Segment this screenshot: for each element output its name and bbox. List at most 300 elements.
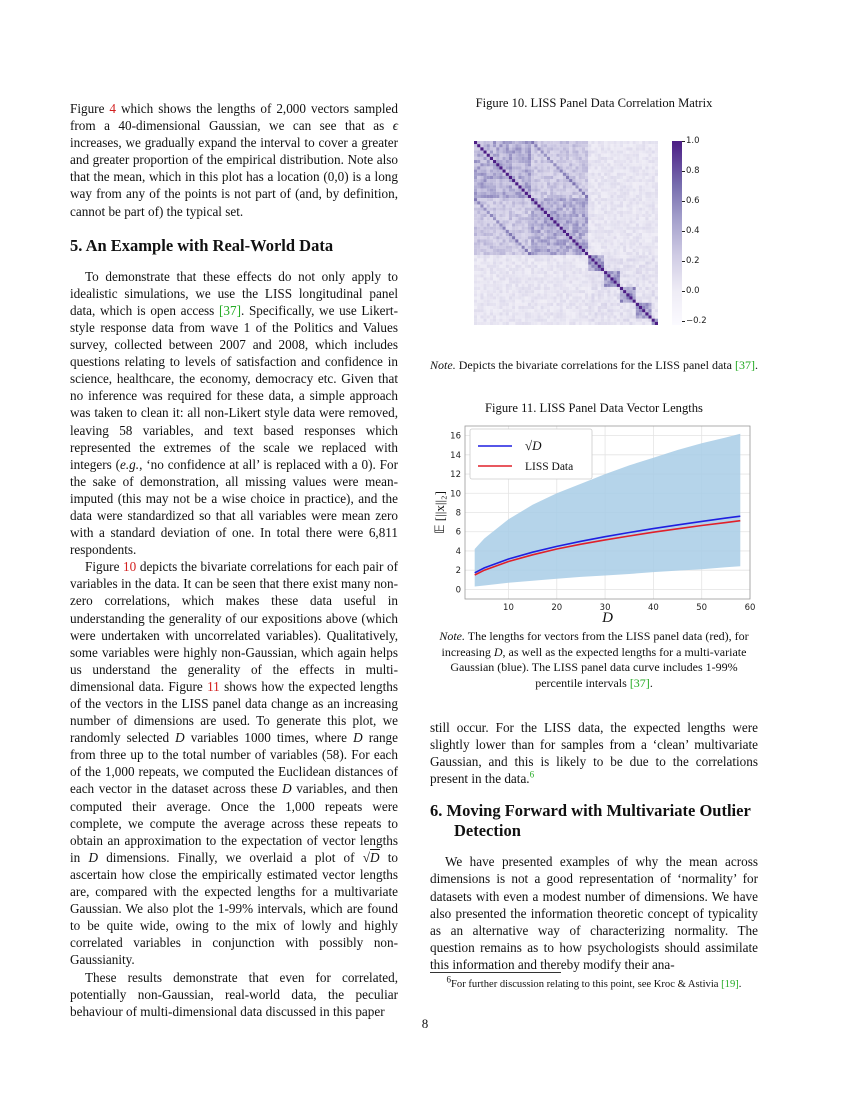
heatmap-cell bbox=[633, 147, 636, 150]
heatmap-cell bbox=[541, 198, 544, 201]
heatmap-cell bbox=[595, 163, 598, 166]
heatmap-cell bbox=[576, 274, 579, 277]
heatmap-cell bbox=[550, 201, 553, 204]
heatmap-cell bbox=[553, 239, 556, 242]
heatmap-cell bbox=[633, 265, 636, 268]
heatmap-cell bbox=[563, 166, 566, 169]
heatmap-cell bbox=[595, 214, 598, 217]
heatmap-cell bbox=[655, 144, 658, 147]
heatmap-cell bbox=[556, 287, 559, 290]
heatmap-cell bbox=[579, 290, 582, 293]
heatmap-cell bbox=[648, 230, 651, 233]
heatmap-cell bbox=[490, 201, 493, 204]
heatmap-cell bbox=[477, 182, 480, 185]
heatmap-cell bbox=[582, 243, 585, 246]
heatmap-cell bbox=[534, 293, 537, 296]
heatmap-cell bbox=[585, 173, 588, 176]
heatmap-cell bbox=[509, 243, 512, 246]
heatmap-cell bbox=[512, 157, 515, 160]
heatmap-cell bbox=[518, 163, 521, 166]
heatmap-cell bbox=[525, 300, 528, 303]
heatmap-cell bbox=[474, 151, 477, 154]
heatmap-cell bbox=[591, 277, 594, 280]
heatmap-cell bbox=[579, 198, 582, 201]
heatmap-cell bbox=[604, 249, 607, 252]
heatmap-cell bbox=[582, 192, 585, 195]
heatmap-cell bbox=[515, 189, 518, 192]
heatmap-cell bbox=[531, 287, 534, 290]
figure-4-link[interactable]: 4 bbox=[109, 101, 117, 116]
heatmap-cell bbox=[553, 290, 556, 293]
heatmap-cell bbox=[614, 319, 617, 322]
heatmap-cell bbox=[582, 166, 585, 169]
heatmap-cell bbox=[566, 274, 569, 277]
heatmap-cell bbox=[484, 315, 487, 318]
heatmap-cell bbox=[493, 277, 496, 280]
heatmap-cell bbox=[642, 227, 645, 230]
heatmap-cell bbox=[617, 141, 620, 144]
heatmap-cell bbox=[636, 236, 639, 239]
heatmap-cell bbox=[591, 243, 594, 246]
heatmap-cell bbox=[522, 309, 525, 312]
heatmap-cell bbox=[550, 141, 553, 144]
heatmap-cell bbox=[655, 230, 658, 233]
heatmap-cell bbox=[610, 309, 613, 312]
figure-11-link[interactable]: 11 bbox=[207, 678, 220, 694]
heatmap-cell bbox=[582, 246, 585, 249]
heatmap-cell bbox=[537, 147, 540, 150]
heatmap-cell bbox=[528, 185, 531, 188]
heatmap-cell bbox=[645, 151, 648, 154]
heatmap-cell bbox=[534, 179, 537, 182]
heatmap-cell bbox=[477, 176, 480, 179]
heatmap-cell bbox=[655, 306, 658, 309]
heatmap-cell bbox=[591, 322, 594, 325]
heatmap-cell bbox=[556, 192, 559, 195]
heatmap-cell bbox=[633, 309, 636, 312]
heatmap-cell bbox=[588, 322, 591, 325]
heatmap-cell bbox=[484, 227, 487, 230]
heatmap-cell bbox=[617, 208, 620, 211]
heatmap-cell bbox=[480, 157, 483, 160]
heatmap-cell bbox=[610, 185, 613, 188]
heatmap-cell bbox=[588, 141, 591, 144]
heatmap-cell bbox=[595, 274, 598, 277]
heatmap-cell bbox=[601, 233, 604, 236]
citation-37-link[interactable]: [37] bbox=[219, 302, 241, 318]
heatmap-cell bbox=[566, 319, 569, 322]
heatmap-cell bbox=[484, 192, 487, 195]
heatmap-cell bbox=[547, 211, 550, 214]
heatmap-cell bbox=[636, 211, 639, 214]
heatmap-cell bbox=[528, 144, 531, 147]
heatmap-cell bbox=[537, 170, 540, 173]
heatmap-cell bbox=[623, 144, 626, 147]
heatmap-cell bbox=[528, 198, 531, 201]
heatmap-cell bbox=[550, 243, 553, 246]
heatmap-cell bbox=[537, 271, 540, 274]
heatmap-cell bbox=[572, 214, 575, 217]
heatmap-cell bbox=[560, 166, 563, 169]
heatmap-cell bbox=[484, 195, 487, 198]
heatmap-cell bbox=[515, 243, 518, 246]
heatmap-cell bbox=[480, 223, 483, 226]
heatmap-cell bbox=[610, 204, 613, 207]
heatmap-cell bbox=[595, 309, 598, 312]
heatmap-cell bbox=[601, 236, 604, 239]
heatmap-cell bbox=[541, 274, 544, 277]
figure-10-link[interactable]: 10 bbox=[123, 559, 137, 575]
heatmap-cell bbox=[582, 284, 585, 287]
heatmap-cell bbox=[512, 151, 515, 154]
heatmap-cell bbox=[509, 217, 512, 220]
heatmap-cell bbox=[560, 211, 563, 214]
heatmap-cell bbox=[585, 271, 588, 274]
heatmap-cell bbox=[503, 236, 506, 239]
heatmap-cell bbox=[582, 157, 585, 160]
heatmap-cell bbox=[639, 315, 642, 318]
heatmap-cell bbox=[569, 163, 572, 166]
heatmap-cell bbox=[503, 265, 506, 268]
heatmap-cell bbox=[547, 154, 550, 157]
heatmap-cell bbox=[610, 147, 613, 150]
heatmap-cell bbox=[652, 262, 655, 265]
heatmap-cell bbox=[633, 290, 636, 293]
heatmap-cell bbox=[566, 258, 569, 261]
heatmap-cell bbox=[636, 315, 639, 318]
heatmap-cell bbox=[645, 246, 648, 249]
heatmap-cell bbox=[588, 249, 591, 252]
heatmap-cell bbox=[566, 315, 569, 318]
right-column bbox=[430, 719, 758, 973]
heatmap-cell bbox=[607, 303, 610, 306]
heatmap-cell bbox=[503, 195, 506, 198]
heatmap-cell bbox=[547, 170, 550, 173]
heatmap-cell bbox=[553, 182, 556, 185]
heatmap-cell bbox=[525, 262, 528, 265]
heatmap-cell bbox=[588, 255, 591, 258]
heatmap-cell bbox=[591, 312, 594, 315]
heatmap-cell bbox=[652, 151, 655, 154]
heatmap-cell bbox=[487, 309, 490, 312]
heatmap-cell bbox=[563, 277, 566, 280]
heatmap-cell bbox=[585, 230, 588, 233]
citation-19-link[interactable]: [19] bbox=[721, 979, 739, 990]
heatmap-cell bbox=[588, 208, 591, 211]
heatmap-cell bbox=[537, 322, 540, 325]
heatmap-cell bbox=[506, 182, 509, 185]
heatmap-cell bbox=[639, 223, 642, 226]
heatmap-cell bbox=[556, 198, 559, 201]
heatmap-cell bbox=[629, 306, 632, 309]
heatmap-cell bbox=[525, 303, 528, 306]
heatmap-cell bbox=[598, 223, 601, 226]
heatmap-cell bbox=[518, 204, 521, 207]
heatmap-cell bbox=[623, 303, 626, 306]
heatmap-cell bbox=[499, 271, 502, 274]
heatmap-cell bbox=[626, 303, 629, 306]
heatmap-cell bbox=[626, 211, 629, 214]
heatmap-cell bbox=[582, 208, 585, 211]
heatmap-cell bbox=[582, 163, 585, 166]
heatmap-cell bbox=[528, 296, 531, 299]
text-run: still occur. For the LISS data, the expected lengths were slightly lower than for samples from a ‘clean’ multivariate Gaussian, and this is likely to be due to the correlations present in the data. bbox=[430, 720, 758, 787]
heatmap-cell bbox=[655, 151, 658, 154]
heatmap-cell bbox=[569, 208, 572, 211]
heatmap-cell bbox=[652, 189, 655, 192]
heatmap-cell bbox=[591, 185, 594, 188]
heatmap-cell bbox=[652, 271, 655, 274]
heatmap-cell bbox=[503, 258, 506, 261]
y-tick-label: 10 bbox=[450, 489, 461, 500]
heatmap-cell bbox=[639, 214, 642, 217]
heatmap-cell bbox=[588, 271, 591, 274]
heatmap-cell bbox=[474, 290, 477, 293]
heatmap-cell bbox=[490, 144, 493, 147]
heatmap-cell bbox=[572, 277, 575, 280]
heatmap-cell bbox=[556, 166, 559, 169]
heatmap-cell bbox=[645, 277, 648, 280]
heatmap-cell bbox=[585, 189, 588, 192]
heatmap-cell bbox=[496, 204, 499, 207]
heatmap-cell bbox=[506, 195, 509, 198]
heatmap-cell bbox=[496, 176, 499, 179]
heatmap-cell bbox=[522, 258, 525, 261]
heatmap-cell bbox=[588, 277, 591, 280]
heatmap-cell bbox=[556, 265, 559, 268]
heatmap-cell bbox=[506, 322, 509, 325]
heatmap-cell bbox=[553, 268, 556, 271]
heatmap-cell bbox=[566, 300, 569, 303]
heatmap-cell bbox=[610, 192, 613, 195]
heatmap-cell bbox=[490, 255, 493, 258]
heatmap-cell bbox=[496, 246, 499, 249]
heatmap-cell bbox=[525, 198, 528, 201]
heatmap-cell bbox=[487, 195, 490, 198]
heatmap-cell bbox=[506, 319, 509, 322]
heatmap-cell bbox=[614, 144, 617, 147]
heatmap-cell bbox=[534, 246, 537, 249]
heatmap-cell bbox=[569, 306, 572, 309]
heatmap-cell bbox=[509, 182, 512, 185]
heatmap-cell bbox=[614, 255, 617, 258]
heatmap-cell bbox=[569, 277, 572, 280]
heatmap-cell bbox=[544, 233, 547, 236]
heatmap-cell bbox=[474, 246, 477, 249]
heatmap-cell bbox=[652, 198, 655, 201]
citation-37-link[interactable]: [37] bbox=[629, 675, 650, 690]
heatmap-cell bbox=[655, 182, 658, 185]
heatmap-cell bbox=[547, 204, 550, 207]
heatmap-cell bbox=[560, 296, 563, 299]
heatmap-cell bbox=[531, 265, 534, 268]
heatmap-cell bbox=[556, 144, 559, 147]
heatmap-cell bbox=[642, 201, 645, 204]
heatmap-cell bbox=[623, 322, 626, 325]
citation-37-link[interactable]: [37] bbox=[734, 358, 755, 372]
heatmap-cell bbox=[493, 208, 496, 211]
footnote-6-link[interactable]: 6 bbox=[529, 769, 535, 780]
heatmap-cell bbox=[652, 170, 655, 173]
heatmap-cell bbox=[579, 249, 582, 252]
heatmap-cell bbox=[496, 195, 499, 198]
heatmap-cell bbox=[645, 287, 648, 290]
heatmap-cell bbox=[528, 322, 531, 325]
heatmap-cell bbox=[585, 262, 588, 265]
heatmap-cell bbox=[614, 296, 617, 299]
heatmap-cell bbox=[614, 214, 617, 217]
heatmap-cell bbox=[617, 281, 620, 284]
heatmap-cell bbox=[509, 258, 512, 261]
heatmap-cell bbox=[515, 211, 518, 214]
heatmap-cell bbox=[576, 189, 579, 192]
heatmap-cell bbox=[556, 239, 559, 242]
y-tick-label: 12 bbox=[450, 470, 461, 481]
heatmap-cell bbox=[607, 255, 610, 258]
heatmap-cell bbox=[490, 239, 493, 242]
heatmap-cell bbox=[572, 233, 575, 236]
heatmap-cell bbox=[503, 157, 506, 160]
heatmap-cell bbox=[503, 217, 506, 220]
heatmap-cell bbox=[544, 189, 547, 192]
heatmap-cell bbox=[560, 312, 563, 315]
heatmap-cell bbox=[480, 293, 483, 296]
text-run: depicts the bivariate correlations for each pair of variables in the data. It can be seen that there exist many non-zero correlations, which makes these data useful in understanding the generality of our expositions above (which were undertaken with uncorrelated variables). Qualitatively, some variables were highly non-Gaussian, which again helps us understand the generality of the effects in multi-dimensional data. Figure bbox=[70, 559, 398, 694]
heatmap-cell bbox=[474, 227, 477, 230]
heatmap-cell bbox=[639, 182, 642, 185]
heatmap-cell bbox=[610, 233, 613, 236]
heatmap-cell bbox=[588, 211, 591, 214]
heatmap-cell bbox=[645, 303, 648, 306]
heatmap-cell bbox=[553, 233, 556, 236]
heatmap-cell bbox=[626, 189, 629, 192]
heatmap-cell bbox=[509, 246, 512, 249]
heatmap-cell bbox=[490, 322, 493, 325]
heatmap-cell bbox=[636, 322, 639, 325]
heatmap-cell bbox=[537, 173, 540, 176]
heatmap-cell bbox=[595, 160, 598, 163]
heatmap-cell bbox=[525, 319, 528, 322]
heatmap-cell bbox=[503, 189, 506, 192]
heatmap-cell bbox=[512, 147, 515, 150]
heatmap-cell bbox=[604, 141, 607, 144]
heatmap-cell bbox=[585, 277, 588, 280]
heatmap-cell bbox=[617, 211, 620, 214]
heatmap-cell bbox=[541, 249, 544, 252]
heatmap-cell bbox=[582, 315, 585, 318]
heatmap-cell bbox=[534, 195, 537, 198]
heatmap-cell bbox=[515, 147, 518, 150]
heatmap-cell bbox=[582, 296, 585, 299]
heatmap-cell bbox=[652, 252, 655, 255]
heatmap-cell bbox=[655, 195, 658, 198]
heatmap-cell bbox=[541, 290, 544, 293]
heatmap-cell bbox=[585, 214, 588, 217]
heatmap-cell bbox=[515, 204, 518, 207]
heatmap-cell bbox=[629, 281, 632, 284]
heatmap-cell bbox=[576, 223, 579, 226]
heatmap-cell bbox=[512, 258, 515, 261]
heatmap-cell bbox=[655, 322, 658, 325]
heatmap-cell bbox=[563, 195, 566, 198]
heatmap-cell bbox=[506, 293, 509, 296]
heatmap-cell bbox=[604, 214, 607, 217]
heatmap-cell bbox=[490, 258, 493, 261]
heatmap-cell bbox=[607, 185, 610, 188]
heatmap-cell bbox=[598, 281, 601, 284]
heatmap-cell bbox=[537, 179, 540, 182]
heatmap-cell bbox=[652, 319, 655, 322]
heatmap-cell bbox=[522, 154, 525, 157]
heatmap-cell bbox=[648, 306, 651, 309]
heatmap-cell bbox=[487, 306, 490, 309]
heatmap-cell bbox=[484, 252, 487, 255]
heatmap-cell bbox=[528, 173, 531, 176]
heatmap-cell bbox=[531, 182, 534, 185]
heatmap-cell bbox=[509, 166, 512, 169]
heatmap-cell bbox=[598, 182, 601, 185]
heatmap-cell bbox=[639, 243, 642, 246]
heatmap-cell bbox=[541, 223, 544, 226]
heatmap-cell bbox=[639, 198, 642, 201]
heatmap-cell bbox=[648, 160, 651, 163]
heatmap-cell bbox=[585, 151, 588, 154]
heatmap-cell bbox=[550, 300, 553, 303]
heatmap-cell bbox=[598, 255, 601, 258]
heatmap-cell bbox=[503, 166, 506, 169]
heatmap-cell bbox=[556, 170, 559, 173]
heatmap-cell bbox=[576, 192, 579, 195]
heatmap-cell bbox=[604, 309, 607, 312]
heatmap-cell bbox=[601, 141, 604, 144]
heatmap-cell bbox=[591, 236, 594, 239]
heatmap-cell bbox=[531, 201, 534, 204]
heatmap-cell bbox=[645, 252, 648, 255]
heatmap-cell bbox=[585, 170, 588, 173]
heatmap-cell bbox=[480, 268, 483, 271]
heatmap-cell bbox=[525, 309, 528, 312]
heatmap-cell bbox=[639, 265, 642, 268]
heatmap-cell bbox=[610, 182, 613, 185]
heatmap-cell bbox=[607, 170, 610, 173]
heatmap-cell bbox=[633, 287, 636, 290]
heatmap-cell bbox=[617, 204, 620, 207]
heatmap-cell bbox=[522, 252, 525, 255]
heatmap-cell bbox=[553, 201, 556, 204]
heatmap-cell bbox=[534, 217, 537, 220]
heatmap-cell bbox=[629, 141, 632, 144]
heatmap-cell bbox=[544, 252, 547, 255]
heatmap-cell bbox=[556, 179, 559, 182]
heatmap-cell bbox=[617, 170, 620, 173]
heatmap-cell bbox=[601, 223, 604, 226]
heatmap-cell bbox=[553, 208, 556, 211]
heatmap-cell bbox=[487, 277, 490, 280]
heatmap-cell bbox=[601, 319, 604, 322]
heatmap-cell bbox=[639, 151, 642, 154]
heatmap-cell bbox=[503, 198, 506, 201]
heatmap-cell bbox=[534, 262, 537, 265]
heatmap-cell bbox=[560, 315, 563, 318]
heatmap-cell bbox=[579, 262, 582, 265]
heatmap-cell bbox=[547, 246, 550, 249]
heatmap-cell bbox=[623, 185, 626, 188]
heatmap-cell bbox=[537, 296, 540, 299]
text-run: , ‘no confidence at all’ is replaced with a 0). For the sake of demonstration, all missing values were mean-imputed (this may not be a wise choice in practice), and the data were standardized so that all variables were mean zero with a standard deviation of one. In total there were 6,811 respondents. bbox=[70, 456, 398, 558]
heatmap-cell bbox=[623, 220, 626, 223]
heatmap-cell bbox=[588, 204, 591, 207]
heatmap-cell bbox=[522, 223, 525, 226]
